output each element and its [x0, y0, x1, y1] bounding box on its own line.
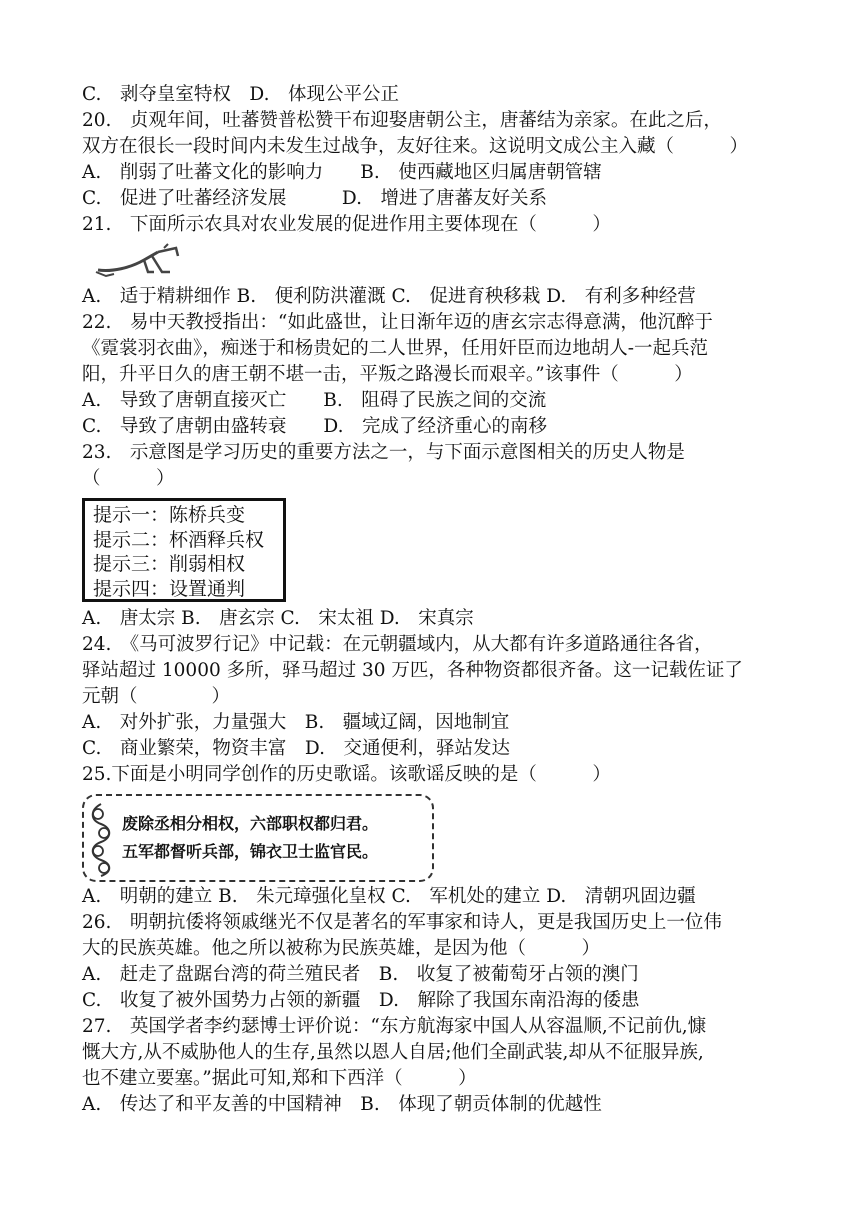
- q22-option-c[interactable]: C. 导致了唐朝由盛转衰: [82, 416, 287, 437]
- question-21: [82, 212, 782, 310]
- hint-1: 提示一：陈桥兵变: [93, 504, 246, 526]
- question-25: [82, 762, 782, 910]
- q20-options-ab: [82, 160, 782, 186]
- q26-option-c[interactable]: C. 收复了被外国势力占领的新疆: [82, 990, 361, 1011]
- q26-stem-1: 26. 明朝抗倭将领戚继光不仅是著名的军事家和诗人，更是我国历史上一位伟: [82, 912, 722, 933]
- q22-stem-3: 阳，升平日久的唐王朝不堪一击，平叛之路漫长而艰辛。”该事件（ ）: [82, 364, 693, 385]
- question-27: [82, 1014, 782, 1118]
- q20-option-d[interactable]: D. 增进了唐蕃友好关系: [341, 188, 547, 209]
- q26-option-b[interactable]: B. 收复了被葡萄牙占领的澳门: [378, 964, 639, 985]
- q19-options-cd: [82, 82, 782, 108]
- exam-page: [82, 82, 782, 1118]
- q26-option-d[interactable]: D. 解除了我国东南沿海的倭患: [378, 990, 640, 1011]
- q20-option-a[interactable]: A. 削弱了吐蕃文化的影响力: [82, 162, 324, 183]
- q22-option-d[interactable]: D. 完成了经济重心的南移: [323, 416, 547, 437]
- hint-4: 提示四：设置通判: [93, 577, 246, 600]
- q22-options-ab: [82, 388, 782, 414]
- q23-stem-2: （ ）: [82, 468, 175, 489]
- question-24: [82, 632, 782, 762]
- q21-stem: 21. 下面所示农具对农业发展的促进作用主要体现在（ ）: [82, 214, 611, 235]
- ballad-line-1: 废除丞相分相权，六部职权都归君。: [122, 814, 379, 833]
- q27-option-b[interactable]: B. 体现了朝贡体制的优越性: [360, 1094, 602, 1115]
- q27-options-ab: [82, 1092, 782, 1118]
- q20-stem-2: 双方在很长一段时间内未发生过战争，友好往来。这说明文成公主入藏（ ）: [82, 136, 749, 157]
- q19-option-d[interactable]: D. 体现公平公正: [249, 84, 399, 105]
- q24-option-c[interactable]: C. 商业繁荣，物资丰富: [82, 738, 287, 759]
- hint-2: 提示二：杯酒释兵权: [93, 528, 265, 551]
- question-20: [82, 108, 782, 212]
- q24-option-b[interactable]: B. 疆域辽阔，因地制宜: [304, 712, 510, 733]
- q24-option-d[interactable]: D. 交通便利，驿站发达: [304, 738, 510, 759]
- q20-option-b[interactable]: B. 使西藏地区归属唐朝管辖: [360, 162, 602, 183]
- q25-options[interactable]: A. 明朝的建立 B. 朱元璋强化皇权 C. 军机处的建立 D. 清朝巩固边疆: [82, 886, 696, 907]
- plow-illustration: [92, 242, 782, 282]
- q20-stem-1: 20. 贞观年间，吐蕃赞普松赞干布迎娶唐朝公主，唐蕃结为亲家。在此之后，: [82, 110, 722, 131]
- q19-option-c[interactable]: C. 剥夺皇室特权: [82, 84, 231, 105]
- q20-options-cd: [82, 186, 782, 212]
- q22-stem-1: 22. 易中天教授指出：“如此盛世，让日渐年迈的唐玄宗志得意满，他沉醉于: [82, 312, 713, 333]
- ballad-scroll: [82, 794, 434, 882]
- q23-options[interactable]: A. 唐太宗 B. 唐玄宗 C. 宋太祖 D. 宋真宗: [82, 608, 474, 629]
- q22-options-cd: [82, 414, 782, 440]
- q27-stem-3: 也不建立要塞。”据此可知,郑和下西洋（ ）: [82, 1068, 477, 1089]
- q22-option-b[interactable]: B. 阻碍了民族之间的交流: [323, 390, 547, 411]
- q26-options-ab: [82, 962, 782, 988]
- q23-stem-1: 23. 示意图是学习历史的重要方法之一，与下面示意图相关的历史人物是: [82, 442, 685, 463]
- plow-icon: [92, 242, 182, 280]
- question-22: [82, 310, 782, 440]
- q27-option-a[interactable]: A. 传达了和平友善的中国精神: [82, 1094, 342, 1115]
- ballad-line-2: 五军都督听兵部，锦衣卫士监官民。: [122, 842, 379, 861]
- q24-options-ab: [82, 710, 782, 736]
- q24-stem-3: 元朝（ ）: [82, 686, 231, 707]
- hint-3: 提示三：削弱相权: [93, 553, 246, 575]
- q27-stem-2: 慨大方,从不威胁他人的生存,虽然以恩人自居;他们全副武装,却从不征服异族,: [82, 1042, 704, 1063]
- q20-option-c[interactable]: C. 促进了吐蕃经济发展: [82, 188, 287, 209]
- q26-options-cd: [82, 988, 782, 1014]
- q26-stem-2: 大的民族英雄。他之所以被称为民族英雄，是因为他（ ）: [82, 938, 601, 959]
- q24-options-cd: [82, 736, 782, 762]
- q25-stem: 25.下面是小明同学创作的历史歌谣。该歌谣反映的是（ ）: [82, 764, 611, 785]
- q24-stem-1: 24. 《马可波罗行记》中记载：在元朝疆域内，从大都有许多道路通往各省，: [82, 634, 713, 655]
- q24-option-a[interactable]: A. 对外扩张，力量强大: [82, 712, 287, 733]
- q22-stem-2: 《霓裳羽衣曲》，痴迷于和杨贵妃的二人世界，任用奸臣而边地胡人-一起兵范: [82, 338, 709, 359]
- q21-options[interactable]: A. 适于精耕细作 B. 便利防洪灌溉 C. 促进育秧移栽 D. 有利多种经营: [82, 286, 696, 307]
- q26-option-a[interactable]: A. 赶走了盘踞台湾的荷兰殖民者: [82, 964, 361, 985]
- question-23: [82, 440, 782, 632]
- hint-diagram: [82, 498, 286, 602]
- question-26: [82, 910, 782, 1014]
- scroll-ornament-icon: [86, 800, 116, 878]
- q27-stem-1: 27. 英国学者李约瑟博士评价说：“东方航海家中国人从容温顺,不记前仇,慷: [82, 1016, 707, 1037]
- q22-option-a[interactable]: A. 导致了唐朝直接灭亡: [82, 390, 287, 411]
- q24-stem-2: 驿站超过 10000 多所，驿马超过 30 万匹，各种物资都很齐备。这一记载佐证了: [82, 660, 743, 681]
